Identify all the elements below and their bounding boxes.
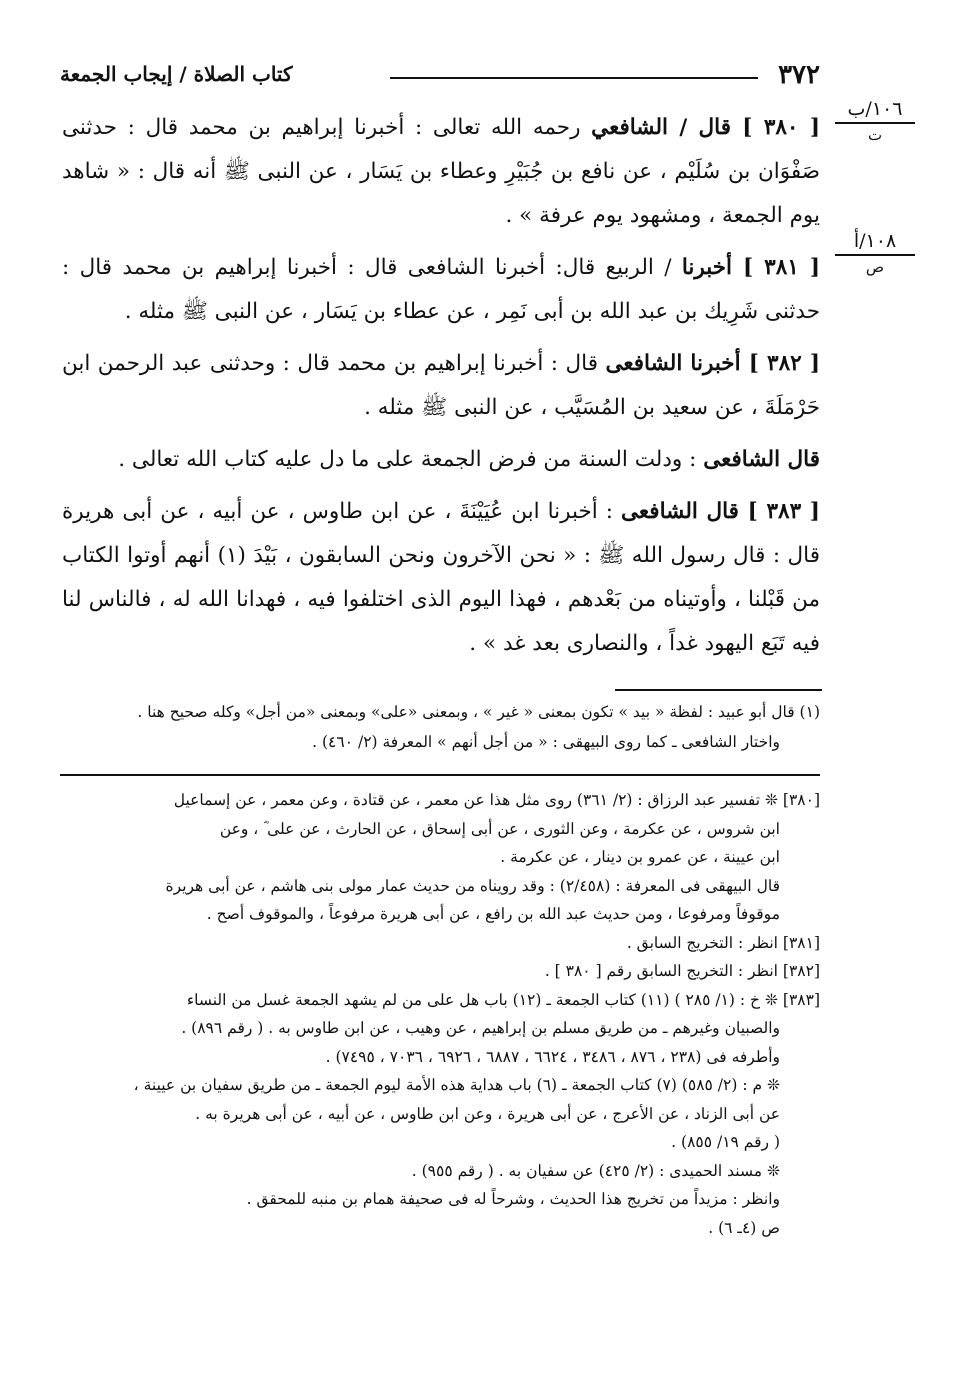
- takhrij-line: والصبيان وغيرهم ـ من طريق مسلم بن إبراهيم ، عن وهيب ، عن ابن طاوس به . ( رقم ٨٩٦) .: [181, 1019, 780, 1037]
- hadith-paragraph: [62, 246, 820, 334]
- page-header: [60, 58, 820, 94]
- page-number: ٣٧٢: [778, 60, 820, 90]
- margin-rule: [835, 254, 915, 256]
- margin-note: [835, 98, 915, 144]
- paragraph-text: قال : أخبرنا إبراهيم بن محمد قال : وحدثنى عبد الرحمن ابن حَرْمَلَةَ ، عن سعيد بن المُسَيَّب ، عن النبى ﷺ مثله .: [62, 351, 820, 420]
- takhrij-line: ابن شروس ، عن عكرمة ، وعن الثورى ، عن أبى إسحاق ، عن الحارث ، عن على ؓ ، وعن: [219, 819, 780, 838]
- hadith-paragraph: [62, 490, 820, 666]
- paragraph-lead: [ ٣٨٠ ] قال / الشافعي: [591, 115, 820, 140]
- paragraph-text: : أخبرنا ابن عُيَيْنَةَ ، عن ابن طاوس ، عن أبيه ، عن أبى هريرة قال : قال رسول الله ﷺ : « نحن الآخرون ونحن السابقون ، بَيْدَ (١) أنهم أوتوا الكتاب من قَبْلنا ، وأوتيناه من بَعْدهم ، فهذا اليوم الذى اختلفوا فيه ، فهدانا الله له ، فالناس لنا فيه تَبَع اليهود غداً ، والنصارى بعد غد » .: [62, 499, 820, 656]
- takhrij-line: وأطرفه فى (٢٣٨ ، ٨٧٦ ، ٣٤٨٦ ، ٦٦٢٤ ، ٦٨٨٧ ، ٦٩٢٦ ، ٧٠٣٦ ، ٧٤٩٥) .: [325, 1047, 780, 1066]
- margin-rule: [835, 122, 915, 124]
- paragraph-lead: [ ٣٨٣ ] قال الشافعى: [621, 499, 820, 524]
- paragraph-lead: [ ٣٨١ ] أخبرنا: [681, 255, 820, 280]
- footnote-line: (١) قال أبو عبيد : لفظة « بيد » تكون بمعنى « غير » ، وبمعنى «على» وبمعنى «من أجل» وكله صحيح هنا .: [137, 703, 820, 721]
- takhrij-line: ❊ م : (٢/ ٥٨٥) (٧) كتاب الجمعة ـ (٦) باب هداية هذه الأمة ليوم الجمعة ـ من طريق سفيان بن عيينة ،: [133, 1076, 780, 1094]
- margin-siglum: ت: [867, 126, 883, 144]
- takhrij-line: قال البيهقى فى المعرفة : (٢/٤٥٨) : وقد رويناه من حديث عمار مولى بنى هاشم ، عن أبى هريرة: [165, 876, 780, 895]
- takhrij-line: [٣٨١] انظر : التخريج السابق .: [626, 933, 820, 952]
- footnote-line: واختار الشافعى ـ كما روى البيهقى : « من أجل أنهم » المعرفة (٢/ ٤٦٠) .: [312, 733, 780, 751]
- commentary-paragraph: [62, 438, 820, 482]
- paragraph-text: : ودلت السنة من فرض الجمعة على ما دل عليه كتاب الله تعالى .: [118, 447, 704, 472]
- takhrij-line: موقوفاً ومرفوعا ، ومن حديث عبد الله بن رافع ، عن أبى هريرة مرفوعاً ، والموقوف أصح .: [206, 905, 780, 923]
- takhrij-line: [٣٨٢] انظر : التخريج السابق رقم [ ٣٨٠ ] .: [544, 962, 820, 980]
- takhrij-line: [٣٨٣] ❊ خ : (١/ ٢٨٥ ) (١١) كتاب الجمعة ـ (١٢) باب هل على من لم يشهد الجمعة غسل من النساء: [186, 990, 820, 1009]
- margin-manuscript-ref: ١٠٦/ب: [847, 98, 903, 120]
- takhrij-line: ابن عيينة ، عن عمرو بن دينار ، عن عكرمة .: [500, 848, 780, 866]
- takhrij-line: ( رقم ١٩/ ٨٥٥) .: [671, 1133, 780, 1151]
- margin-siglum: ص: [865, 258, 885, 276]
- takhrij-line: ❊ مسند الحميدى : (٢/ ٤٢٥) عن سفيان به . ( رقم ٩٥٥) .: [411, 1161, 780, 1180]
- header-rule: [390, 77, 758, 79]
- main-text: [62, 106, 820, 674]
- paragraph-text: / الربيع قال: أخبرنا الشافعى قال : أخبرنا إبراهيم بن محمد قال : حدثنى شَرِيك بن عبد الله بن أبى نَمِر ، عن عطاء بن يَسَار ، عن النبى ﷺ مثله .: [62, 255, 820, 324]
- hadith-paragraph: [62, 106, 820, 238]
- running-title: كتاب الصلاة / إيجاب الجمعة: [60, 62, 293, 86]
- margin-manuscript-ref: ١٠٨/أ: [853, 230, 897, 252]
- takhrij-line: [٣٨٠] ❊ تفسير عبد الرزاق : (٢/ ٣٦١) روى مثل هذا عن معمر ، عن قتادة ، وعن معمر ، عن إسماعيل: [173, 791, 820, 809]
- takhrij-line: عن أبى الزناد ، عن الأعرج ، عن أبى هريرة ، وعن ابن طاوس ، عن أبيه ، عن أبى هريرة به .: [195, 1104, 780, 1123]
- hadith-paragraph: [62, 342, 820, 430]
- takhrij-line: ص (٤ـ ٦) .: [708, 1218, 780, 1237]
- margin-note: [835, 230, 915, 276]
- paragraph-lead: [ ٣٨٢ ] أخبرنا الشافعى: [605, 351, 820, 376]
- takhrij-rule: [60, 774, 820, 776]
- footnote-rule: [615, 689, 822, 691]
- takhrij-notes: [60, 786, 820, 1242]
- paragraph-text: رحمه الله تعالى : أخبرنا إبراهيم بن محمد قال : حدثنى صَفْوَان بن سُلَيْم ، عن نافع بن جُبَيْرِ وعطاء بن يَسَار ، عن النبى ﷺ أنه قال : « شاهد يوم الجمعة ، ومشهود يوم عرفة » .: [62, 115, 820, 228]
- paragraph-lead: قال الشافعى: [703, 447, 820, 472]
- takhrij-line: وانظر : مزيداً من تخريج هذا الحديث ، وشرحاً له فى صحيفة همام بن منبه للمحقق .: [246, 1190, 780, 1208]
- footnote: [60, 697, 820, 757]
